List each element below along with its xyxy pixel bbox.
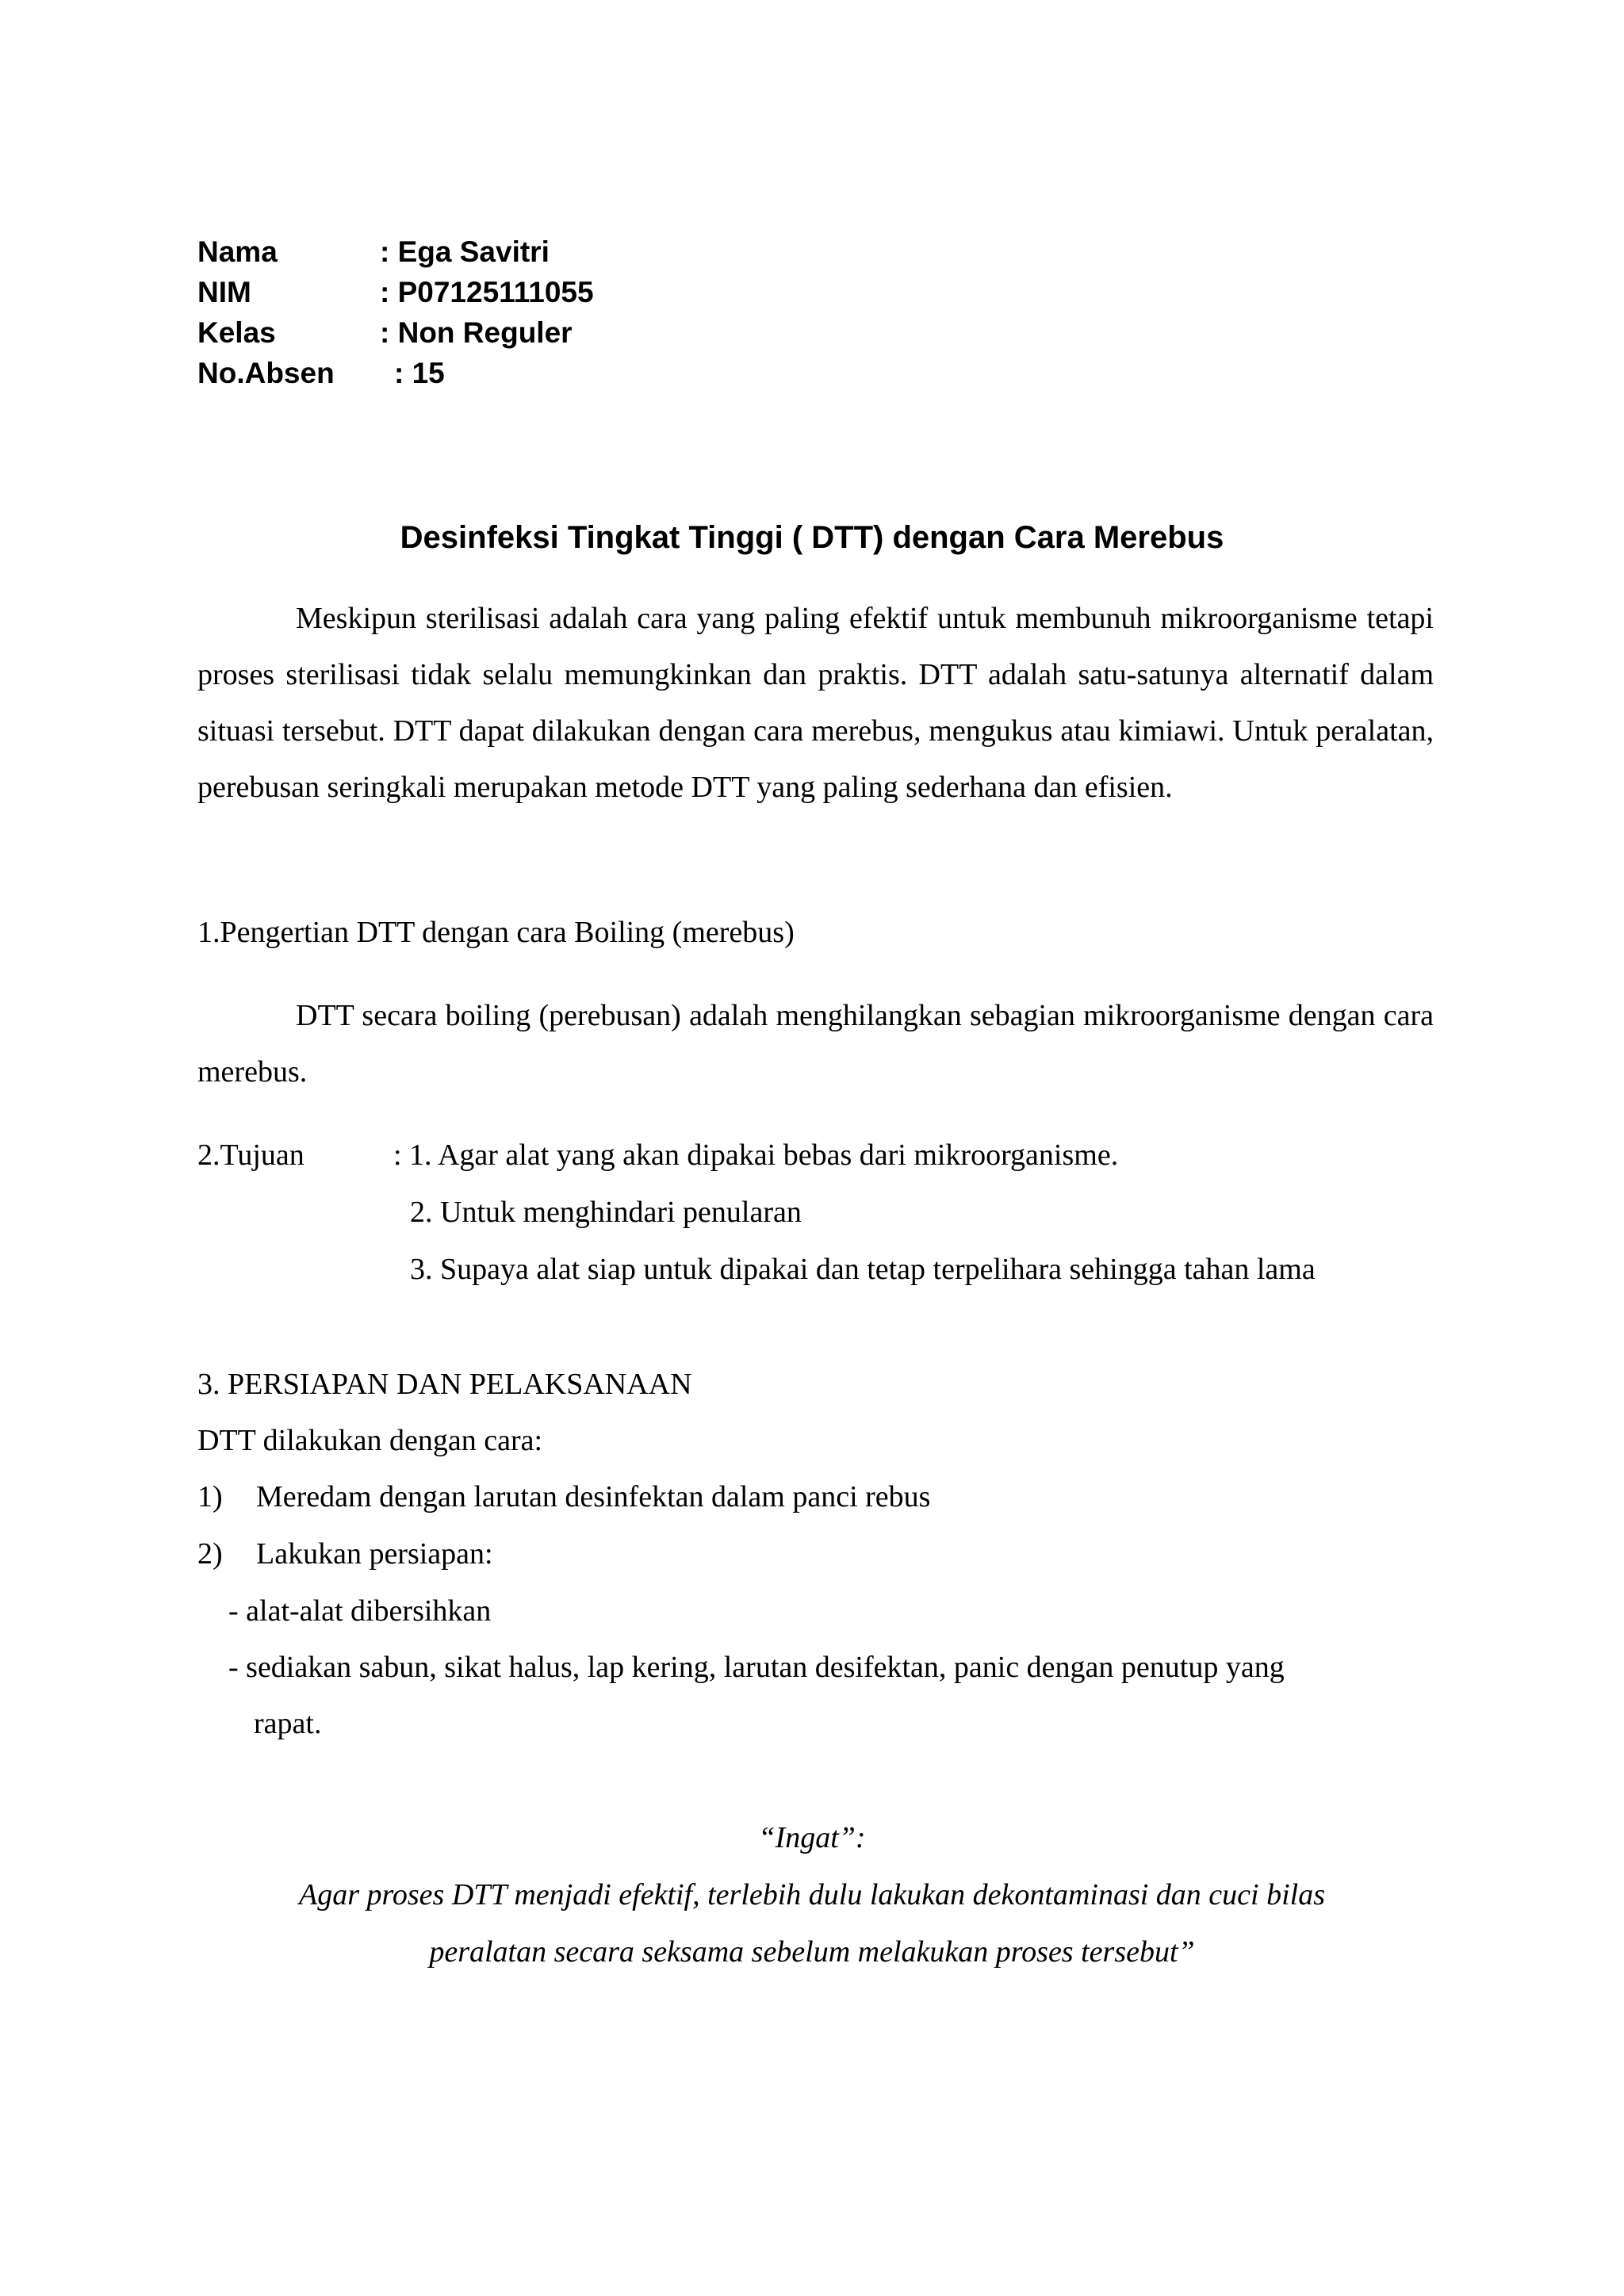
intro-paragraph: Meskipun sterilisasi adalah cara yang paling efektif untuk membunuh mikroorganisme tetapi proses sterilisasi tidak selalu memungkinkan dan praktis. DTT adalah satu-satunya alternatif dalam situasi tersebut. DTT dapat dilakukan dengan cara merebus, mengukus atau kimiawi. Untuk peralatan, perebusan seringkali merupakan metode DTT yang paling sederhana dan efisien. [197,602,1434,804]
step-number: 1) [197,1480,223,1513]
step-text: Lakukan persiapan: [256,1537,493,1571]
section1-heading: 1.Pengertian DTT dengan cara Boiling (merebus) [197,916,795,949]
bullet-continuation: rapat. [254,1707,322,1740]
note-line: Agar proses DTT menjadi efektif, terlebih dulu lakukan dekontaminasi dan cuci bilas [299,1878,1325,1911]
tujuan-item: 3. Supaya alat siap untuk dipakai dan tetap terpelihara sehingga tahan lama [410,1253,1316,1286]
identity-label: No.Absen [197,357,335,389]
step-number: 2) [197,1537,223,1571]
identity-label: Kelas [197,316,276,349]
tujuan-item: : 1. Agar alat yang akan dipakai bebas dari mikroorganisme. [393,1138,1119,1172]
identity-value: : Ega Savitri [380,235,550,268]
identity-row-absen [197,353,594,393]
bullet-item: - sediakan sabun, sikat halus, lap kering, larutan desifektan, panic dengan penutup yang [228,1651,1285,1684]
identity-block [197,232,594,393]
identity-value: : Non Reguler [380,316,573,349]
identity-value: : 15 [394,357,445,389]
document-title: Desinfeksi Tingkat Tinggi ( DTT) dengan Cara Merebus [400,520,1224,555]
identity-value: : P07125111055 [380,276,594,308]
bullet-item: - alat-alat dibersihkan [228,1594,492,1628]
step-item [197,1526,493,1582]
section2-label: 2.Tujuan [197,1138,304,1172]
identity-row-nama [197,232,594,272]
section3-heading: 3. PERSIAPAN DAN PELAKSANAAN [197,1368,692,1401]
tujuan-item: 2. Untuk menghindari penularan [410,1196,802,1229]
section1-paragraph: DTT secara boiling (perebusan) adalah menghilangkan sebagian mikroorganisme dengan cara merebus. [197,999,1434,1089]
note-line: peralatan secara seksama sebelum melakukan proses tersebut” [429,1935,1195,1969]
step-item [197,1469,930,1525]
identity-row-kelas [197,312,594,353]
note-heading: “Ingat”: [758,1821,866,1854]
identity-label: NIM [197,276,251,308]
identity-label: Nama [197,235,278,268]
step-text: Meredam dengan larutan desinfektan dalam panci rebus [256,1480,931,1513]
section3-intro: DTT dilakukan dengan cara: [197,1424,543,1457]
identity-row-nim [197,272,594,312]
